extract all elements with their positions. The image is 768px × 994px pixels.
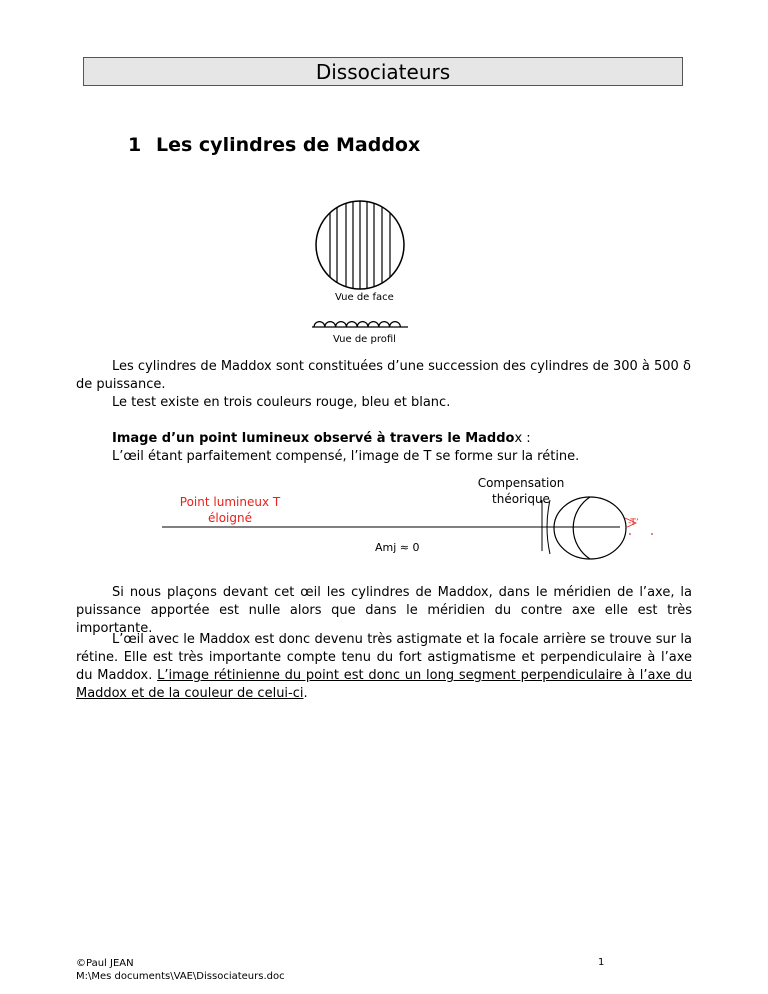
paragraph-4-end: . — [303, 686, 308, 701]
subheading-block — [112, 430, 692, 466]
subheading-bold: Image d’un point lumineux observé à travers le Maddo — [112, 431, 515, 446]
paragraph-4-plain: L’œil avec le Maddox est donc devenu très astigmate et la focale arrière se trouve sur la rétine. Elle est très importante compte tenu du fort astigmatisme et perpendiculaire à l’axe du Maddox. — [76, 632, 692, 683]
face-view-label: Vue de face — [335, 292, 394, 303]
paragraph-4-underlined: L’image rétinienne du point est donc un long segment perpendiculaire à l’axe du Maddox et de la couleur de celui-ci — [76, 668, 693, 701]
document-title-text: Dissociateurs — [315, 60, 451, 84]
paragraph-1-line-1: Les cylindres de Maddox sont constituées d’une succession des cylindres de 300 à 500 δ de puissance. — [76, 359, 691, 392]
compensation-label: Compensation théorique — [477, 476, 565, 506]
paragraph-1-line-2: Le test existe en trois couleurs rouge, bleu et blanc. — [112, 395, 451, 410]
point-label-line-2: éloigné — [208, 511, 252, 525]
subheading-rest: x : — [514, 431, 531, 446]
maddox-face-view-figure — [300, 198, 420, 293]
point-label — [170, 494, 290, 526]
point-label-line-1: Point lumineux T — [179, 495, 281, 509]
footer-author: ©Paul JEAN — [76, 958, 134, 969]
section-title: Les cylindres de Maddox — [156, 134, 421, 156]
subheading — [112, 430, 692, 448]
maddox-profile-view-figure — [312, 315, 408, 329]
paragraph-2: L’œil étant parfaitement compensé, l’image de T se forme sur la rétine. — [112, 449, 580, 464]
paragraph-1 — [76, 358, 692, 412]
page-number: 1 — [598, 957, 605, 968]
footer-path: M:\Mes documents\VAE\Dissociateurs.doc — [76, 971, 285, 982]
footer — [76, 957, 285, 983]
section-number: 1 — [128, 134, 142, 156]
paragraph-3: Si nous plaçons devant cet œil les cylindres de Maddox, dans le méridien de l’axe, la puissance apportée est nulle alors que dans le méridien du contre axe elle est très importante. — [76, 585, 692, 636]
image-label: -T’ — [628, 518, 639, 528]
profile-view-label: Vue de profil — [333, 334, 396, 345]
amj-label: Amj ≈ 0 — [375, 541, 420, 554]
section-heading — [128, 134, 420, 156]
document-title — [83, 57, 683, 86]
paragraph-4 — [76, 631, 692, 703]
